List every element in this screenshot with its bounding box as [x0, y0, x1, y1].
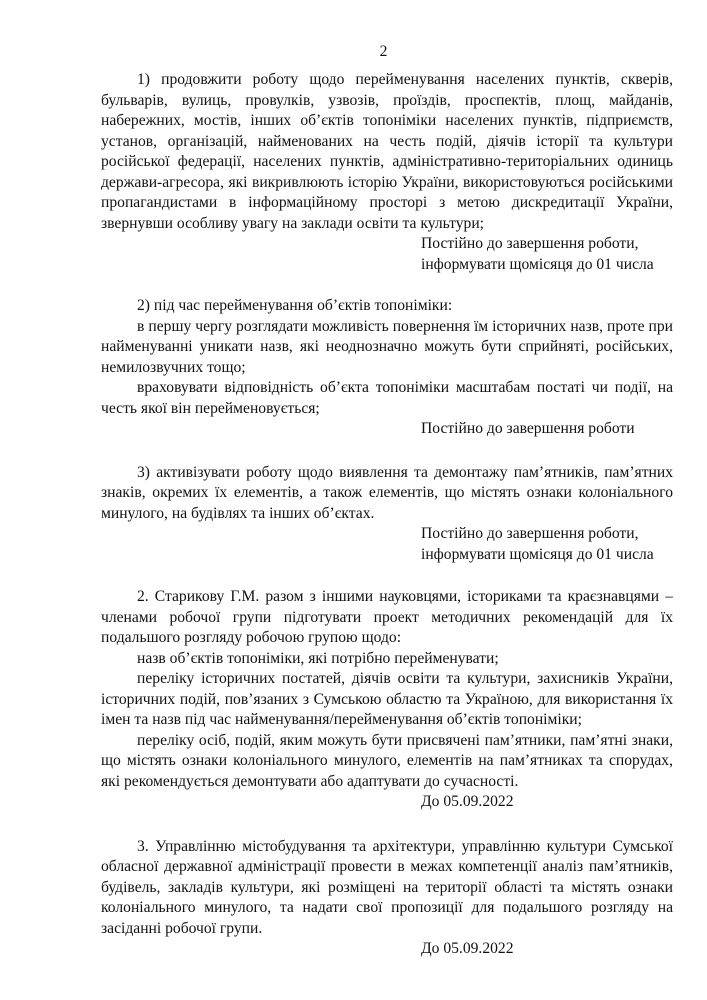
deadline-line: інформувати щомісяця до 01 числа	[421, 255, 654, 273]
clause-3	[101, 837, 673, 960]
document-body	[101, 70, 673, 960]
page-number: 2	[379, 43, 388, 60]
deadline-line: інформувати щомісяця до 01 числа	[421, 545, 654, 563]
paragraph: переліку осіб, подій, яким можуть бути присвячені пам’ятники, пам’ятні знаки, що містять ознаки колоніального минулого, елементів на пам’ятниках та спорудах, які рекомендується демонтувати або адаптувати до сучасності.	[101, 731, 673, 790]
paragraph: 2) під час перейменування об’єктів топоніміки:	[137, 297, 453, 314]
clause-1-3	[101, 463, 673, 566]
deadline-date: До 05.09.2022	[421, 940, 514, 957]
paragraph: 2. Старикову Г.М. разом з іншими науковцями, істориками та краєзнавцями – членами робочої групи підготувати проект методичних рекомендацій для їх подальшого розгляду робочою групою щодо:	[101, 588, 673, 646]
paragraph: 1) продовжити роботу щодо перейменування населених пунктів, скверів, бульварів, вулиць, провулків, узвозів, проїздів, проспектів, площ, майданів, набережних, мостів, інших об’єктів топоніміки населених пунктів, підприємств, установ, організацій, найменованих на честь подій, діячів історії та культури російської федерації, населених пунктів, адміністративно-територіальних одиниць держави-агресора, які викривлюють історію України, використовуються російськими пропагандистами в інформаційному просторі з метою дискредитації України, звернувши особливу увагу на заклади освіти та культури;	[101, 71, 673, 232]
deadline-line: Постійно до завершення роботи,	[421, 235, 639, 252]
deadline-line: Постійно до завершення роботи,	[421, 525, 639, 542]
paragraph: 3. Управлінню містобудування та архітектури, управлінню культури Сумської обласної державної адміністрації провести в межах компетенції аналіз пам’ятників, будівель, закладів культури, які розміщені на території області та містять ознаки колоніального минулого, та надати свої пропозиції для подальшого розгляду на засіданні робочої групи.	[101, 837, 673, 937]
clause-1-1	[101, 70, 673, 275]
paragraph: 3) активізувати роботу щодо виявлення та демонтажу пам’ятників, пам’ятних знаків, окремих їх елементів, а також елементів, що містять ознаки колоніального минулого, на будівлях та інших об’єктах.	[101, 463, 673, 522]
paragraph: в першу чергу розглядати можливість повернення їм історичних назв, проте при найменуванні уникати назв, які неоднозначно можуть бути сприйняті, російських, немилозвучних тощо;	[101, 317, 673, 376]
clause-2	[101, 587, 673, 813]
paragraph: назв об’єктів топоніміки, які потрібно перейменувати;	[137, 649, 499, 667]
paragraph: враховувати відповідність об’єкта топоніміки масштабам постаті чи події, на честь якої він перейменовується;	[101, 379, 673, 417]
deadline-line: Постійно до завершення роботи	[421, 420, 635, 437]
deadline-date: До 05.09.2022	[421, 793, 514, 810]
paragraph: переліку історичних постатей, діячів освіти та культури, захисників України, історичних подій, пов’язаних з Сумською областю та Україною, для використання їх імен та назв під час найменування/перейменування об’єктів топоніміки;	[101, 670, 673, 728]
clause-1-2	[101, 296, 673, 440]
